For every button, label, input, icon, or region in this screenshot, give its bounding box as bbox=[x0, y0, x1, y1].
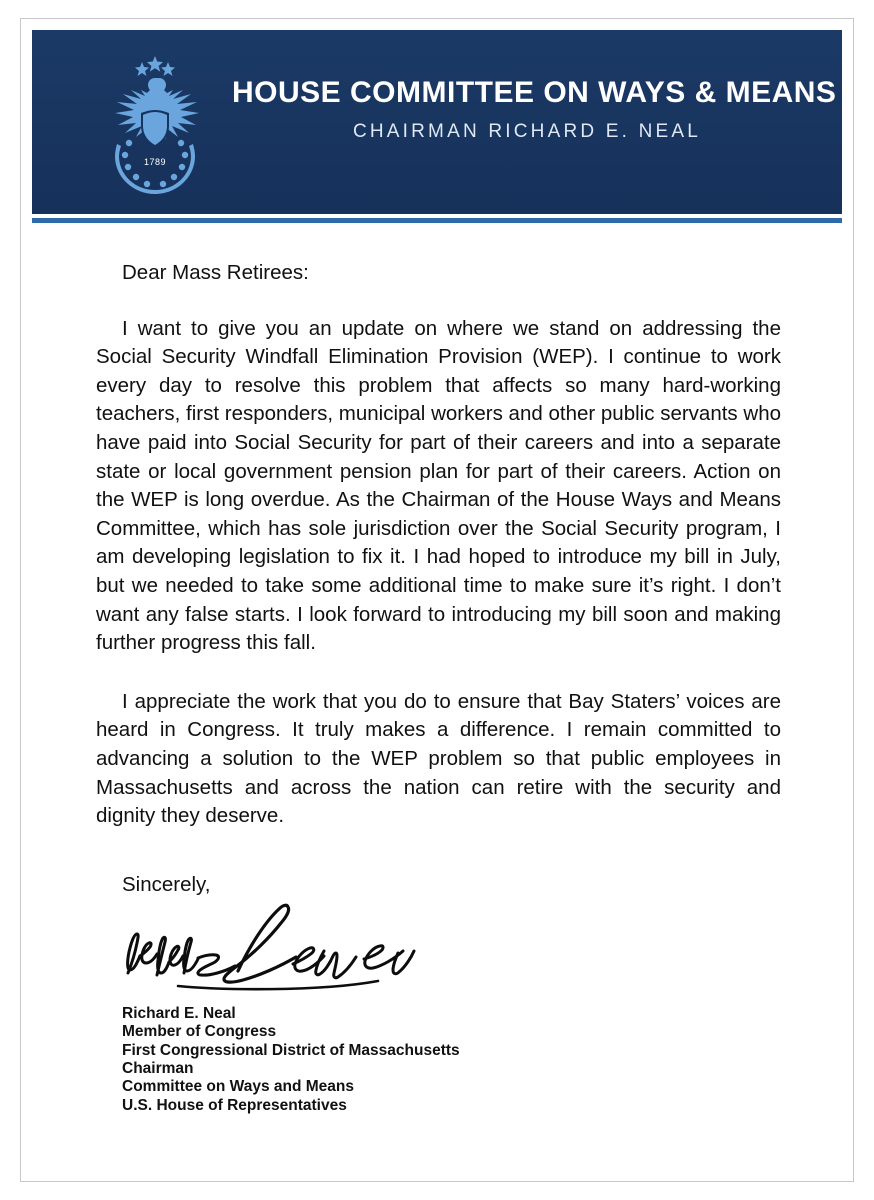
letterhead-accent-rule bbox=[32, 218, 842, 223]
salutation: Dear Mass Retirees: bbox=[122, 261, 309, 284]
paragraph-2: I appreciate the work that you do to ensure that Bay Staters’ voices are heard in Congress. It truly makes a difference. I remain committed to advancing a solution to the WEP problem so that public employees in Massachusetts and across the nation can retire with the security and dignity they deserve. bbox=[96, 689, 781, 828]
letterhead-banner bbox=[32, 30, 842, 214]
signer-district: First Congressional District of Massachusetts bbox=[122, 1041, 460, 1059]
signer-committee: Committee on Ways and Means bbox=[122, 1078, 354, 1096]
committee-title: HOUSE COMMITTEE ON WAYS & MEANS bbox=[232, 76, 837, 109]
signer-role: Member of Congress bbox=[122, 1023, 277, 1041]
letterhead-text bbox=[232, 76, 837, 143]
signer-title: Chairman bbox=[122, 1059, 194, 1077]
paragraph-1: I want to give you an update on where we stand on addressing the Social Security Windfall Elimination Provision (WEP). I continue to work every day to resolve this problem that affects so many hard-working teachers, first responders, municipal workers and other public servants who have paid into Social Security for part of their careers and into a separate state or local government pension plan for part of their careers. Action on the WEP is long overdue. As the Chairman of the House Ways and Means Committee, which has sole jurisdiction over the Social Security program, I am developing legislation to fix it. I had hoped to introduce my bill in July, but we needed to take some additional time to make sure it’s right. I don’t want any false starts. I look forward to introducing my bill soon and making further progress this fall. bbox=[96, 316, 781, 655]
eagle-seal-icon bbox=[80, 48, 230, 198]
handwritten-signature bbox=[96, 901, 781, 1005]
signer-block bbox=[96, 1005, 781, 1115]
signer-chamber: U.S. House of Representatives bbox=[122, 1096, 347, 1114]
letter-body bbox=[96, 259, 781, 1115]
chairman-subtitle: CHAIRMAN RICHARD E. NEAL bbox=[352, 120, 702, 142]
seal-year-text: 1789 bbox=[143, 157, 167, 167]
letter-sheet bbox=[20, 18, 854, 1182]
signer-name: Richard E. Neal bbox=[122, 1004, 236, 1022]
closing: Sincerely, bbox=[122, 872, 211, 896]
